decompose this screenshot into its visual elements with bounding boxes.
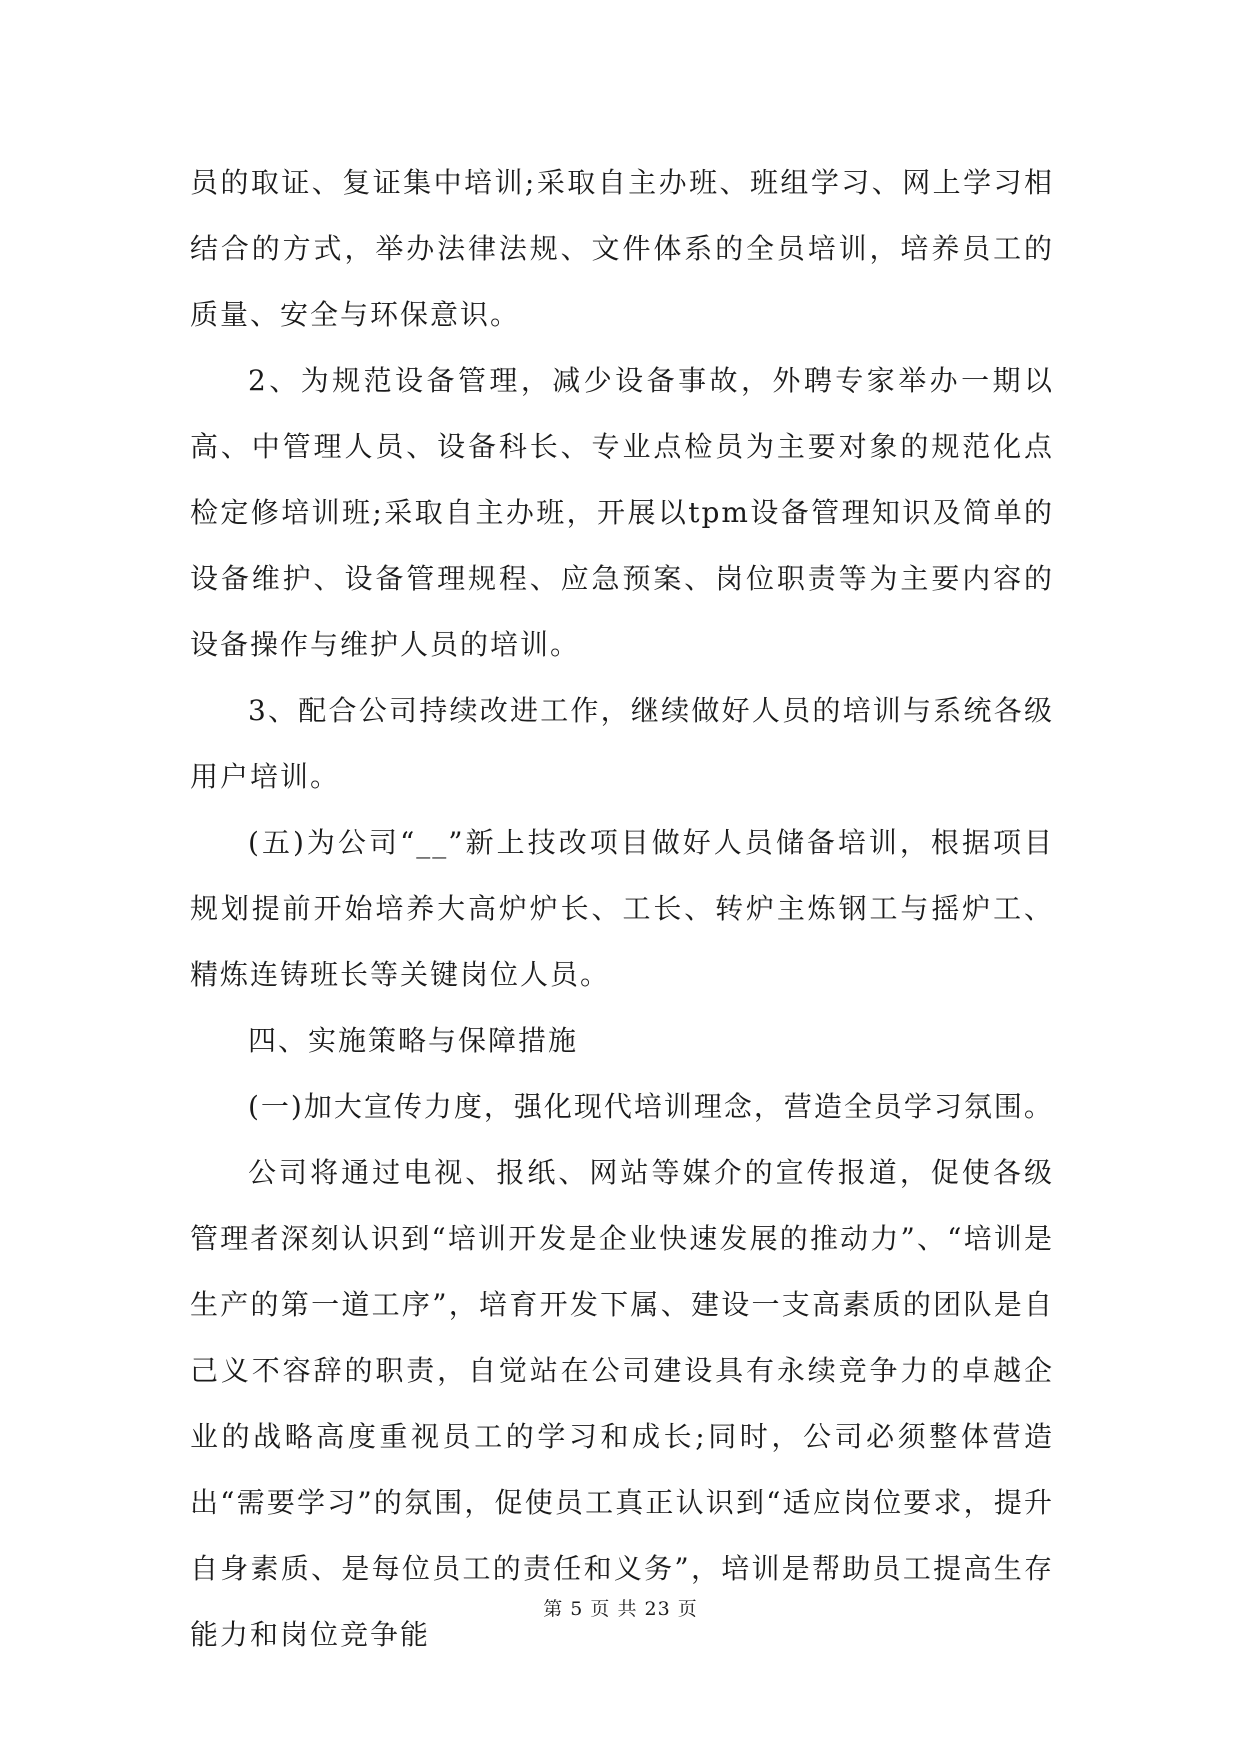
- page-number-footer: 第 5 页 共 23 页: [543, 1598, 698, 1620]
- subsection-heading-1: (一)加大宣传力度，强化现代培训理念，营造全员学习氛围。: [248, 1090, 1054, 1123]
- section-heading-4: 四、实施策略与保障措施: [248, 1024, 579, 1057]
- paragraph-item-3: 3、配合公司持续改进工作，继续做好人员的培训与系统各级用户培训。: [190, 694, 1054, 793]
- paragraph-section-5: (五)为公司“__”新上技改项目做好人员储备培训，根据项目规划提前开始培养大高炉炉长、工长、转炉主炼钢工与摇炉工、精炼连铸班长等关键岗位人员。: [190, 826, 1054, 991]
- paragraph-item-2: 2、为规范设备管理，减少设备事故，外聘专家举办一期以高、中管理人员、设备科长、专业点检员为主要对象的规范化点检定修培训班;采取自主办班，开展以tpm设备管理知识及简单的设备维护、设备管理规程、应急预案、岗位职责等为主要内容的设备操作与维护人员的培训。: [190, 364, 1054, 661]
- document-body: [190, 150, 1054, 1668]
- paragraph-continuation: 员的取证、复证集中培训;采取自主办班、班组学习、网上学习相结合的方式，举办法律法规、文件体系的全员培训，培养员工的质量、安全与环保意识。: [190, 166, 1054, 331]
- paragraph-publicity: 公司将通过电视、报纸、网站等媒介的宣传报道，促使各级管理者深刻认识到“培训开发是企业快速发展的推动力”、“培训是生产的第一道工序”，培育开发下属、建设一支高素质的团队是自己义不容辞的职责，自觉站在公司建设具有永续竞争力的卓越企业的战略高度重视员工的学习和成长;同时，公司必须整体营造出“需要学习”的氛围，促使员工真正认识到“适应岗位要求，提升自身素质、是每位员工的责任和义务”，培训是帮助员工提高生存能力和岗位竞争能: [190, 1156, 1054, 1651]
